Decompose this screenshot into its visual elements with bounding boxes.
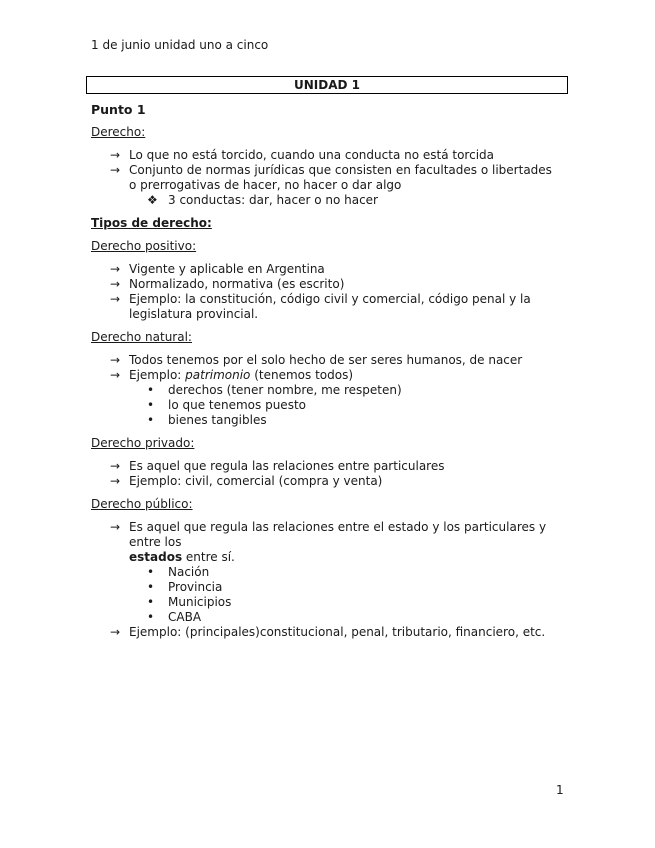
derecho-sublist xyxy=(129,193,561,208)
list-item: • Nación xyxy=(147,565,210,579)
patrimonio-term: patrimonio xyxy=(185,368,251,382)
list-item: • lo que tenemos puesto xyxy=(147,398,306,412)
list-item: → Conjunto de normas jurídicas que consisten en facultades o libertades o prerrogativas de hacer, no hacer o dar algo ❖ 3 conductas: dar, hacer o no hacer xyxy=(91,163,561,208)
list-item: → Vigente y aplicable en Argentina xyxy=(110,262,325,276)
list-item: • derechos (tener nombre, me respeten) xyxy=(147,383,402,397)
list-item: • CABA xyxy=(147,610,202,624)
list-item: → Ejemplo: la constitución, código civil y comercial, código penal y la legislatura provincial. xyxy=(110,292,531,321)
document-body xyxy=(91,102,561,648)
arrow-icon: → xyxy=(110,520,121,534)
bullet-icon: • xyxy=(147,565,155,579)
derecho-publico-heading: Derecho público: xyxy=(91,497,193,511)
arrow-icon: → xyxy=(110,262,121,276)
derecho-list xyxy=(91,148,561,208)
diamond-icon: ❖ xyxy=(147,193,158,207)
derecho-heading: Derecho: xyxy=(91,125,146,139)
arrow-icon: → xyxy=(110,474,121,488)
arrow-icon: → xyxy=(110,353,121,367)
unit-title-box: UNIDAD 1 xyxy=(86,76,568,94)
arrow-icon: → xyxy=(110,625,121,639)
bullet-icon: • xyxy=(147,383,155,397)
list-item: → Todos tenemos por el solo hecho de ser seres humanos, de nacer xyxy=(110,353,523,367)
tipos-derecho-heading: Tipos de derecho: xyxy=(91,216,212,230)
publico-sublist xyxy=(129,565,561,625)
derecho-privado-heading: Derecho privado: xyxy=(91,436,195,450)
arrow-icon: → xyxy=(110,459,121,473)
list-item: ❖ 3 conductas: dar, hacer o no hacer xyxy=(147,193,378,207)
list-item: → Normalizado, normativa (es escrito) xyxy=(110,277,345,291)
publico-list xyxy=(91,520,561,640)
estados-term: estados xyxy=(129,550,183,564)
derecho-natural-heading: Derecho natural: xyxy=(91,330,192,344)
list-item: • bienes tangibles xyxy=(147,413,267,427)
list-item: → Ejemplo: (principales)constitucional, penal, tributario, financiero, etc. xyxy=(110,625,546,639)
punto-heading: Punto 1 xyxy=(91,102,146,117)
derecho-positivo-heading: Derecho positivo: xyxy=(91,239,197,253)
list-item: • Provincia xyxy=(147,580,223,594)
bullet-icon: • xyxy=(147,398,155,412)
bullet-icon: • xyxy=(147,610,155,624)
list-item: → Es aquel que regula las relaciones entre particulares xyxy=(110,459,445,473)
list-item: → Ejemplo: civil, comercial (compra y venta) xyxy=(110,474,383,488)
natural-sublist xyxy=(129,383,561,428)
arrow-icon: → xyxy=(110,292,121,306)
list-item: → Ejemplo: patrimonio (tenemos todos) • derechos (tener nombre, me respeten) • lo que tenemos puesto • bienes tangibles xyxy=(91,368,561,428)
arrow-icon: → xyxy=(110,277,121,291)
list-item: → Es aquel que regula las relaciones entre el estado y los particulares y entre los estados entre sí. • Nación • Provincia • Municipios • CABA xyxy=(91,520,561,625)
arrow-icon: → xyxy=(110,148,121,162)
page-header-title: 1 de junio unidad uno a cinco xyxy=(91,38,269,52)
bullet-icon: • xyxy=(147,580,155,594)
arrow-icon: → xyxy=(110,163,121,177)
arrow-icon: → xyxy=(110,368,121,382)
natural-list xyxy=(91,353,561,428)
privado-list xyxy=(91,459,561,489)
list-item: • Municipios xyxy=(147,595,232,609)
page-number: 1 xyxy=(556,783,564,797)
bullet-icon: • xyxy=(147,413,155,427)
list-item: → Lo que no está torcido, cuando una conducta no está torcida xyxy=(110,148,494,162)
bullet-icon: • xyxy=(147,595,155,609)
positivo-list xyxy=(91,262,561,322)
